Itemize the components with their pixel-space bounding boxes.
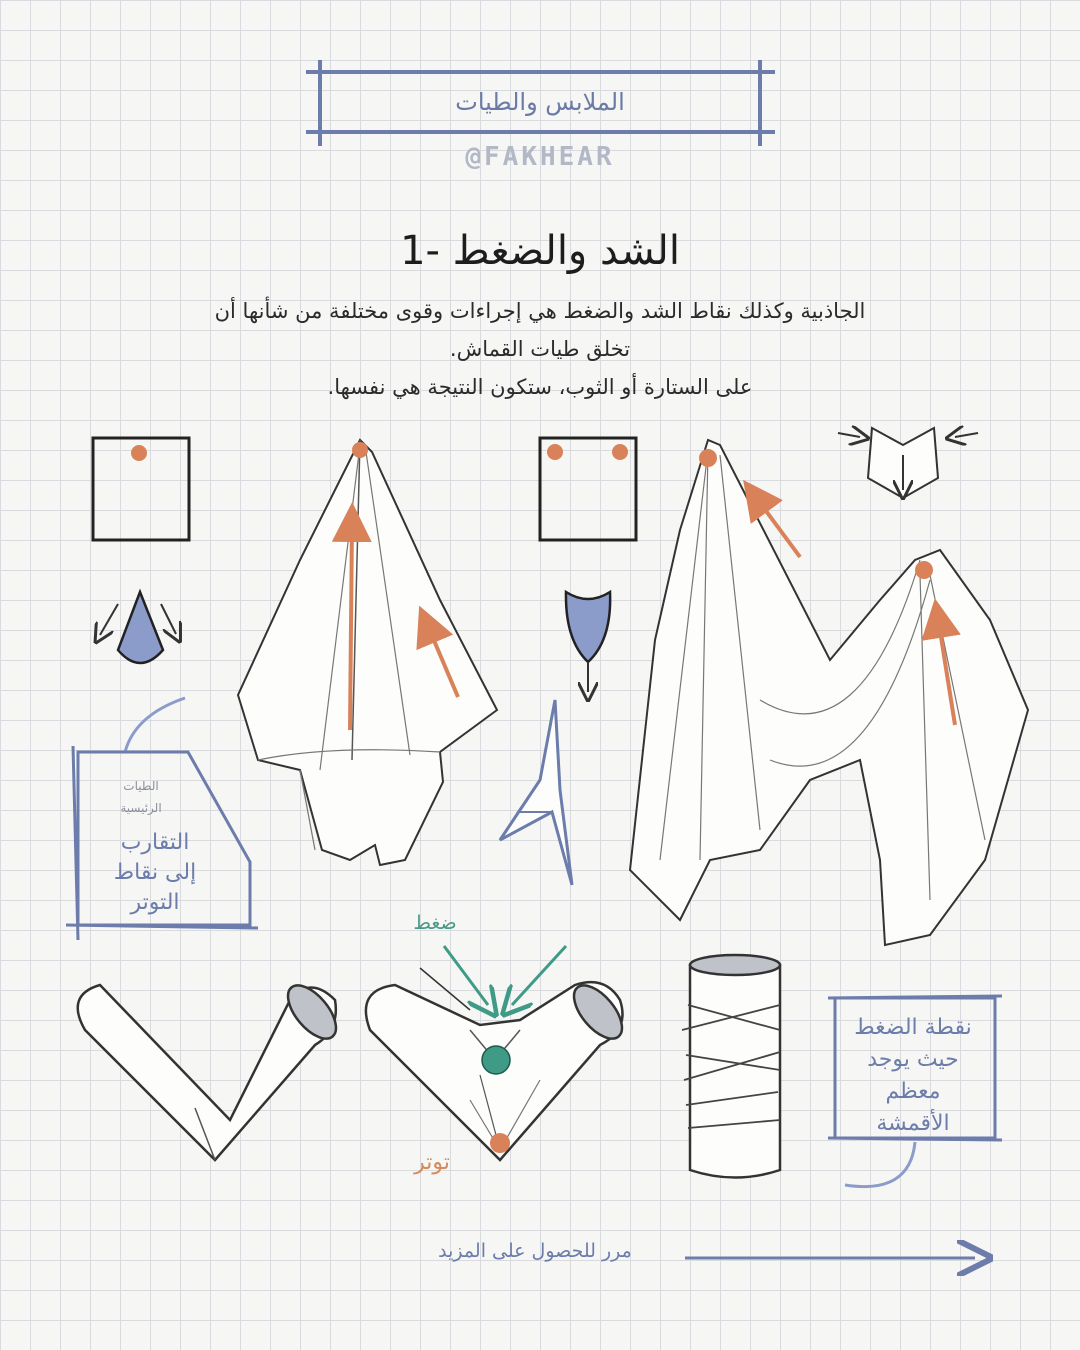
pressure-line: حيث يوجد <box>867 1047 959 1072</box>
main-folds-line: الطيات <box>123 779 159 793</box>
author-handle: @FAKHEAR <box>465 142 615 172</box>
intro-line: تخلق طيات القماش. <box>449 337 631 361</box>
pressure-line: الأقمشة <box>876 1111 950 1136</box>
tension-point <box>131 445 147 461</box>
tension-point <box>490 1133 510 1153</box>
intro-paragraph <box>110 292 970 406</box>
two-point-square <box>540 438 636 540</box>
cone-shape <box>100 592 176 663</box>
pressure-line: معظم <box>885 1079 941 1104</box>
tension-point <box>352 442 368 458</box>
pressure-line: نقطة الضغط <box>854 1015 972 1040</box>
bent-tube-folded <box>366 968 631 1160</box>
main-folds-label <box>96 775 186 819</box>
pointer-curve-right <box>845 1142 915 1187</box>
shield-shape <box>566 592 610 692</box>
drape-two-points <box>630 440 1028 945</box>
main-folds-line: الرئيسية <box>120 801 162 815</box>
one-point-square <box>93 438 189 540</box>
section-heading: 1- الشد والضغط <box>400 228 680 274</box>
convergence-line: التقارب <box>120 830 190 855</box>
convergence-line: التوتر <box>130 890 180 915</box>
compression-label: ضغط <box>413 912 457 934</box>
pressure-point-label <box>838 1012 988 1140</box>
swipe-more-text[interactable]: مرر للحصول على المزيد <box>438 1240 632 1262</box>
intro-line: على الستارة أو الثوب، ستكون النتيجة هي نفسها. <box>327 375 753 399</box>
tension-label: توتر <box>414 1150 450 1175</box>
convergence-line: إلى نقاط <box>113 860 197 885</box>
fold-sketch <box>500 700 572 885</box>
compressed-cylinder <box>682 955 780 1178</box>
intro-line: الجاذبية وكذلك نقاط الشد والضغط هي إجراءات وقوى مختلفة من شأنها أن <box>214 299 866 323</box>
pointer-curve <box>125 698 185 752</box>
compression-point <box>482 1046 510 1074</box>
page-title: الملابس والطيات <box>455 88 625 116</box>
v-fold-sketch <box>838 428 978 498</box>
drape-one-point <box>238 440 497 865</box>
convergence-label <box>90 828 220 918</box>
bent-tube-plain <box>78 977 345 1160</box>
